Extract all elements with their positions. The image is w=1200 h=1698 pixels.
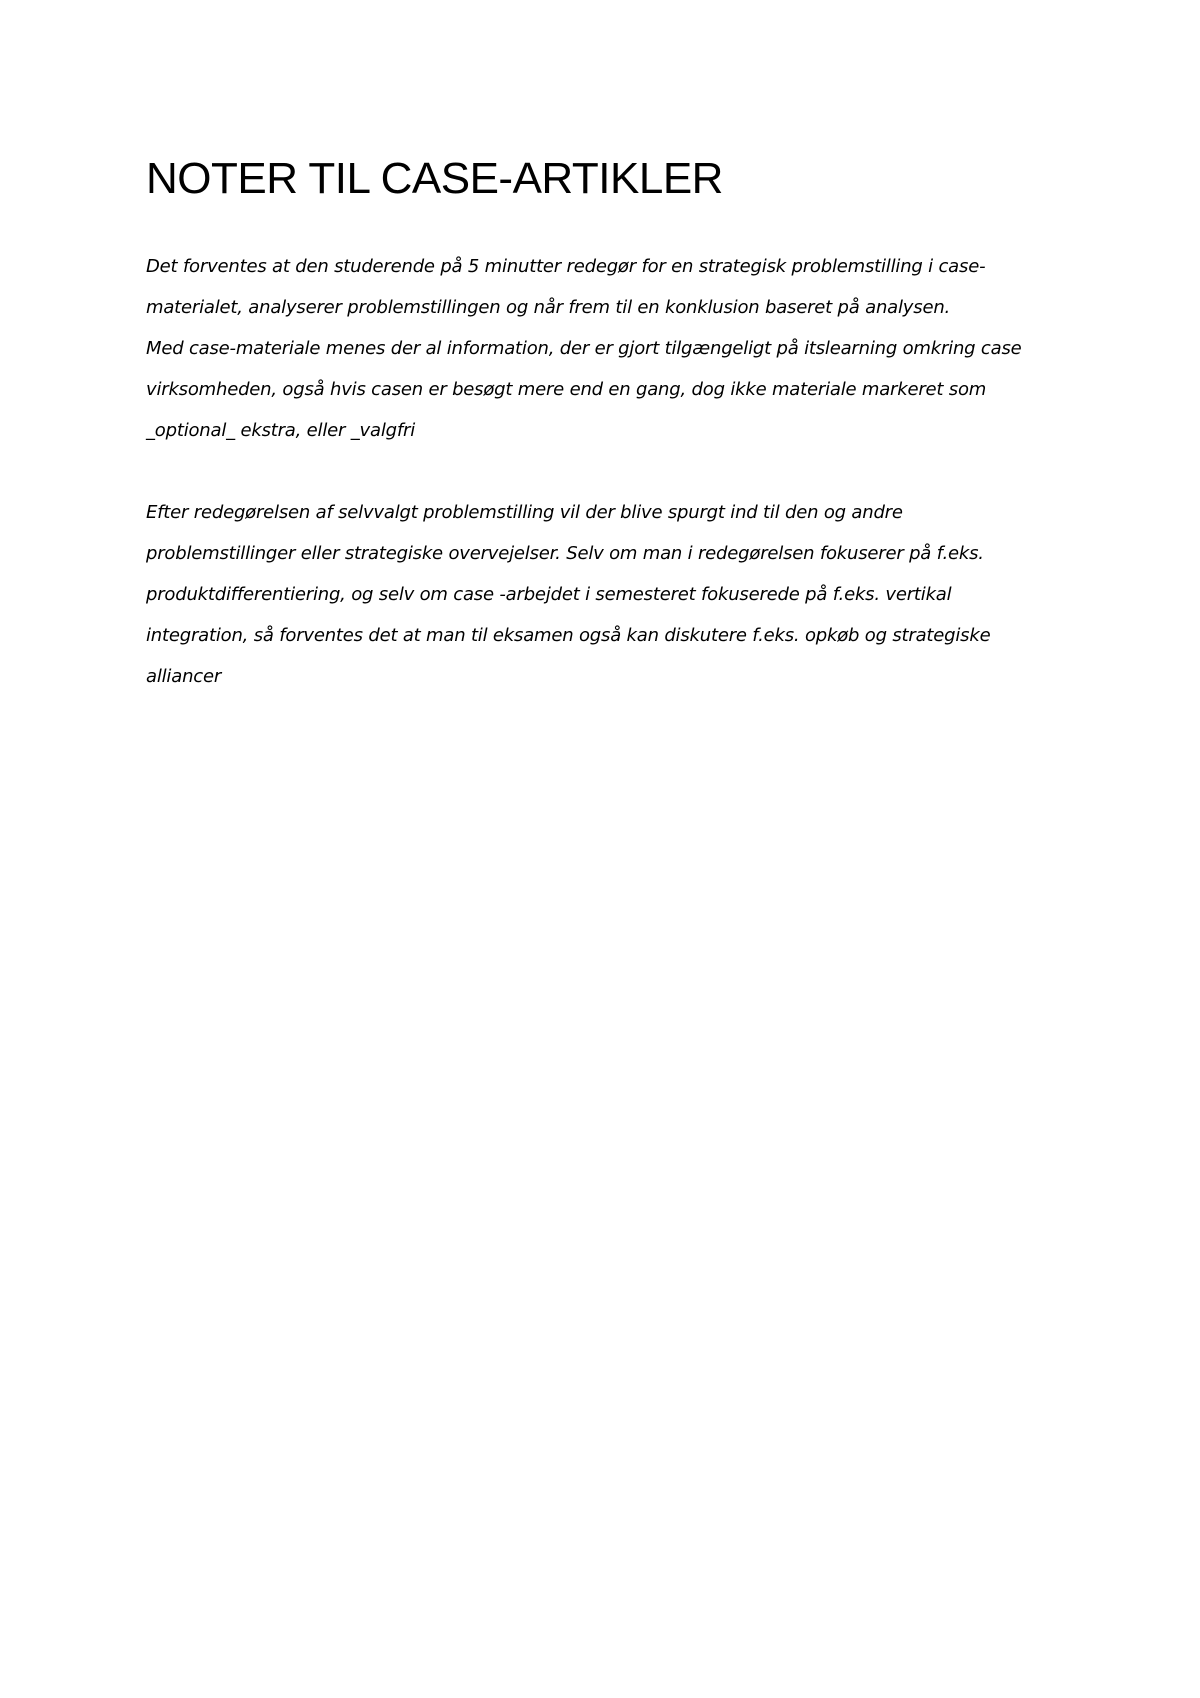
text-line: alliancer	[146, 666, 222, 687]
paragraph-spacer	[146, 451, 1066, 492]
paragraph-exam-requirements	[146, 246, 1066, 451]
text-line: integration, så forventes det at man til eksamen også kan diskutere f.eks. opkøb og strategiske	[146, 625, 991, 646]
document-title: NOTER TIL CASE-ARTIKLER	[146, 154, 723, 203]
text-line: problemstillinger eller strategiske overvejelser. Selv om man i redegørelsen fokuserer på f.eks.	[146, 543, 984, 564]
text-line: Det forventes at den studerende på 5 minutter redegør for en strategisk problemstilling i case-	[146, 256, 986, 277]
paragraph-follow-up-questions	[146, 492, 1066, 697]
document-body	[146, 150, 1066, 697]
text-line: Efter redegørelsen af selvvalgt problemstilling vil der blive spurgt ind til den og andre	[146, 502, 903, 523]
text-line: Med case-materiale menes der al information, der er gjort tilgængeligt på itslearning omkring case	[146, 338, 1022, 359]
text-line: materialet, analyserer problemstillingen og når frem til en konklusion baseret på analysen.	[146, 297, 951, 318]
text-line: virksomheden, også hvis casen er besøgt mere end en gang, dog ikke materiale markeret som	[146, 379, 987, 400]
text-line: _optional_ ekstra, eller _valgfri	[146, 420, 415, 441]
text-line: produktdifferentiering, og selv om case -arbejdet i semesteret fokuserede på f.eks. vertikal	[146, 584, 952, 605]
